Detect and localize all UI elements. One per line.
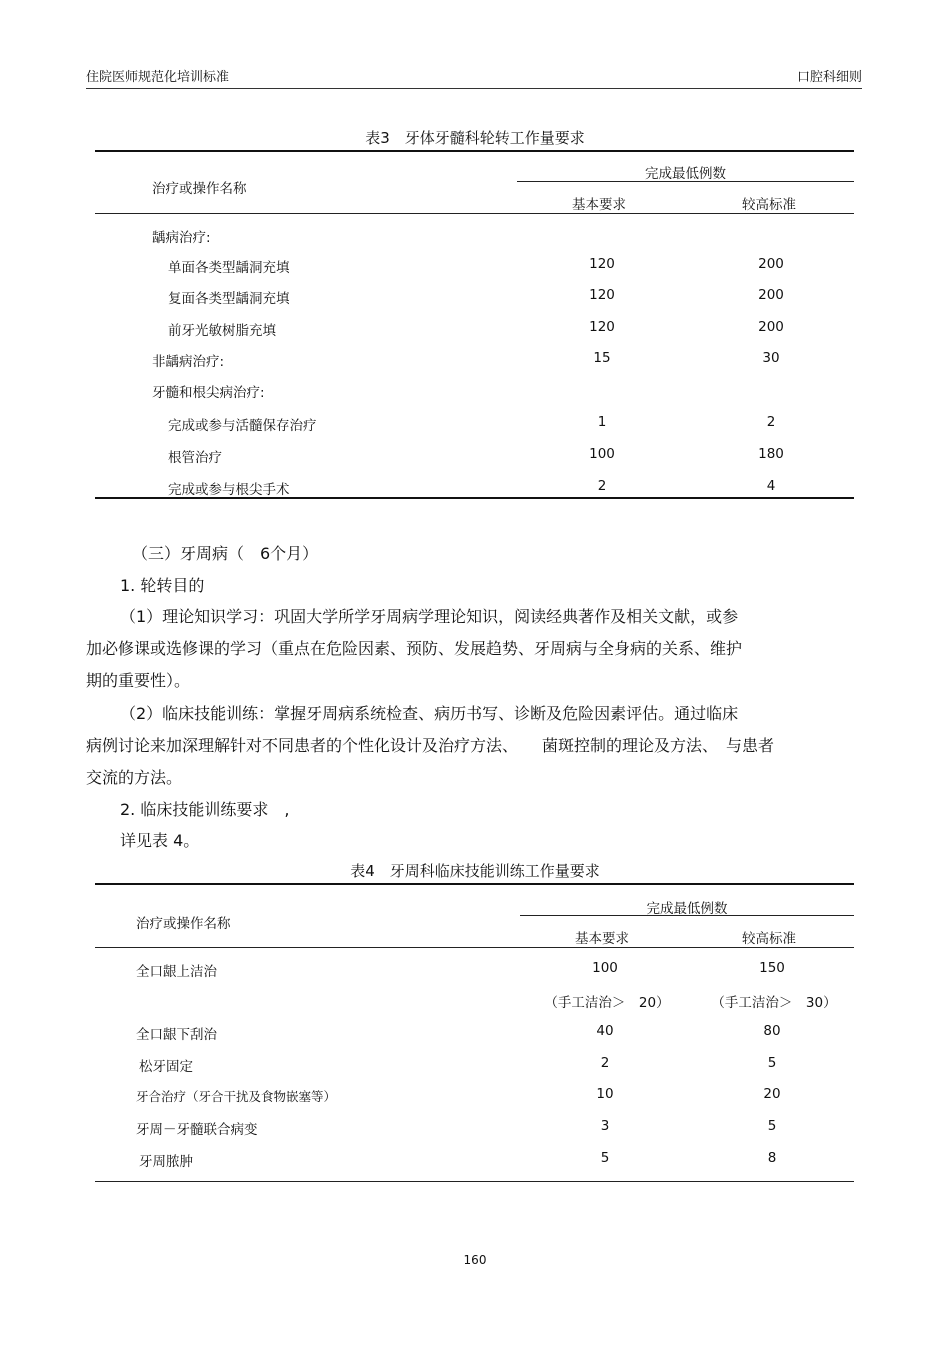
table4-bottom-rule — [95, 1181, 854, 1182]
item-heading: 1. 轮转目的 — [120, 576, 205, 595]
paragraph-line: （1）理论知识学习：巩固大学所学牙周病学理论知识，阅读经典著作及相关文献，或参 — [120, 607, 739, 626]
table3-row-basic: 15 — [593, 350, 611, 366]
table3-row-high: 4 — [766, 478, 776, 494]
table4-row-high-note: （手工洁治＞ 30） — [711, 995, 837, 1011]
table3-row-name: 前牙光敏树脂充填 — [168, 323, 276, 339]
item-heading: 2. 临床技能训练要求 , — [120, 800, 290, 819]
section-heading: （三）牙周病（ 6个月） — [132, 544, 319, 563]
table4-row-name: 牙周－牙髓联合病变 — [136, 1122, 258, 1138]
table3-bottom-rule — [95, 497, 854, 499]
table4-row-basic-note: （手工洁治＞ 20） — [544, 995, 670, 1011]
table3-row-name: 完成或参与根尖手术 — [168, 482, 290, 498]
table4-row-name: 全口龈上洁治 — [136, 964, 217, 980]
page-number: 160 — [463, 1253, 487, 1267]
table3-row-basic: 100 — [589, 446, 615, 462]
table4-row-high: 5 — [767, 1055, 777, 1071]
paragraph-line: 病例讨论来加深理解针对不同患者的个性化设计及治疗方法、 菌斑控制的理论及方法、 与患者 — [86, 736, 775, 755]
table3-row-name: 复面各类型龋洞充填 — [168, 291, 290, 307]
table3-top-rule — [95, 150, 854, 152]
table3-row-high: 30 — [762, 350, 780, 366]
table4-row-basic: 5 — [600, 1150, 610, 1166]
table4-col-name: 治疗或操作名称 — [136, 916, 231, 932]
table3-col-basic: 基本要求 — [572, 197, 626, 213]
table4-row-basic: 10 — [596, 1086, 614, 1102]
table3-row-high: 200 — [758, 319, 784, 335]
paragraph-line: 详见表 4。 — [120, 831, 200, 850]
table3-col-high: 较高标准 — [742, 197, 796, 213]
header-right: 口腔科细则 — [796, 70, 862, 85]
table4-row-name: 牙合治疗（牙合干扰及食物嵌塞等） — [136, 1089, 337, 1104]
table3-row-name: 牙髓和根尖病治疗: — [152, 385, 265, 401]
table3-row-high: 200 — [758, 287, 784, 303]
table3-row-basic: 2 — [597, 478, 607, 494]
table4-row-high: 150 — [759, 960, 785, 976]
table3-header-rule — [95, 213, 854, 214]
table4-row-basic: 3 — [600, 1118, 610, 1134]
table4-row-name: 松牙固定 — [139, 1059, 193, 1075]
table3-row-name: 根管治疗 — [168, 450, 222, 466]
table3-row-high: 180 — [758, 446, 784, 462]
table3-row-basic: 120 — [589, 287, 615, 303]
table4-col-group: 完成最低例数 — [646, 901, 728, 917]
table3-row-high: 200 — [758, 256, 784, 272]
paragraph-line: （2）临床技能训练：掌握牙周病系统检查、病历书写、诊断及危险因素评估。通过临床 — [120, 704, 739, 723]
table4-col-basic: 基本要求 — [575, 931, 629, 947]
table3-row-basic: 120 — [589, 319, 615, 335]
table4-caption: 表4 牙周科临床技能训练工作量要求 — [350, 862, 600, 880]
table4-top-rule — [95, 883, 854, 885]
table4-header-rule — [95, 947, 854, 948]
table4-row-basic: 40 — [596, 1023, 614, 1039]
table3-row-basic: 1 — [597, 414, 607, 430]
table3-row-name: 龋病治疗: — [152, 230, 211, 246]
paragraph-line: 加必修课或选修课的学习（重点在危险因素、预防、发展趋势、牙周病与全身病的关系、维护 — [86, 639, 743, 658]
table4-row-high: 8 — [767, 1150, 777, 1166]
paragraph-line: 交流的方法。 — [86, 768, 183, 787]
table4-row-basic: 2 — [600, 1055, 610, 1071]
table3-row-name: 完成或参与活髓保存治疗 — [168, 418, 317, 434]
table4-row-high: 80 — [763, 1023, 781, 1039]
table3-row-basic: 120 — [589, 256, 615, 272]
table4-row-high: 20 — [763, 1086, 781, 1102]
table4-row-basic: 100 — [592, 960, 618, 976]
table3-col-name: 治疗或操作名称 — [152, 181, 247, 197]
table3-col-group: 完成最低例数 — [645, 166, 726, 182]
table3-caption: 表3 牙体牙髓科轮转工作量要求 — [365, 129, 585, 147]
table4-col-high: 较高标准 — [742, 931, 796, 947]
table3-row-high: 2 — [766, 414, 776, 430]
table3-row-name: 单面各类型龋洞充填 — [168, 260, 290, 276]
table4-row-name: 牙周脓肿 — [139, 1154, 193, 1170]
header-rule — [86, 88, 862, 89]
table3-group-rule — [517, 181, 854, 182]
table4-row-high: 5 — [767, 1118, 777, 1134]
paragraph-line: 期的重要性）。 — [86, 671, 191, 690]
table3-row-name: 非龋病治疗: — [152, 354, 225, 370]
table4-group-rule — [520, 915, 854, 916]
header-left: 住院医师规范化培训标准 — [86, 70, 230, 85]
table4-row-name: 全口龈下刮治 — [136, 1027, 217, 1043]
